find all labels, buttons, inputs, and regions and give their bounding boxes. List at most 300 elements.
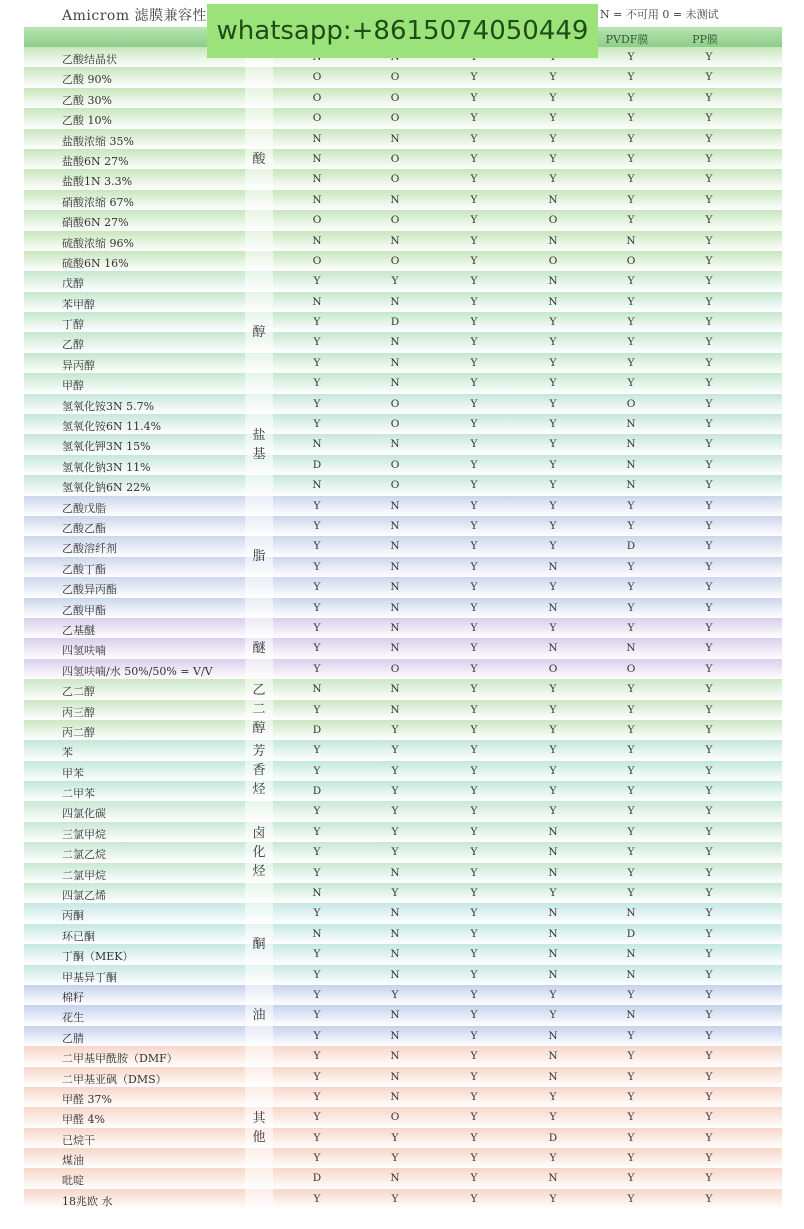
compat-value: N bbox=[548, 601, 558, 614]
chemical-name: 氢氧化钠3N 11% bbox=[62, 460, 151, 474]
category-char: 二 bbox=[252, 702, 266, 718]
compat-value: N bbox=[548, 825, 558, 838]
compat-value: Y bbox=[313, 581, 321, 594]
chemical-name: 苯 bbox=[62, 746, 73, 760]
category-column-cell bbox=[245, 801, 273, 821]
chemical-name: 四氯乙烯 bbox=[62, 889, 106, 903]
compat-value: N bbox=[390, 1029, 400, 1042]
compat-value: Y bbox=[470, 927, 478, 940]
category-column-cell bbox=[245, 1189, 273, 1209]
compat-value: Y bbox=[627, 499, 635, 512]
compat-value: Y bbox=[549, 1111, 557, 1124]
category-label bbox=[245, 824, 273, 881]
compat-value: N bbox=[390, 621, 400, 634]
compat-value: N bbox=[548, 907, 558, 920]
category-label bbox=[245, 935, 273, 954]
compat-value: N bbox=[390, 703, 400, 716]
compat-value: N bbox=[548, 560, 558, 573]
chemical-name: 异丙醇 bbox=[62, 358, 95, 372]
compat-value: Y bbox=[470, 275, 478, 288]
compat-value: Y bbox=[470, 887, 478, 900]
category-char: 醇 bbox=[252, 324, 266, 340]
compat-value: Y bbox=[549, 1192, 557, 1205]
chemical-name: 花生 bbox=[62, 1011, 84, 1025]
compat-value: Y bbox=[705, 275, 713, 288]
compat-value: O bbox=[390, 397, 400, 410]
compat-value: O bbox=[390, 254, 400, 267]
group-4 bbox=[24, 618, 782, 679]
compat-value: N bbox=[626, 968, 636, 981]
compat-value: Y bbox=[470, 1131, 478, 1144]
chemical-name: 硝酸浓缩 67% bbox=[62, 195, 134, 209]
category-column-cell bbox=[245, 659, 273, 679]
group-6 bbox=[24, 740, 782, 801]
compat-value: N bbox=[548, 295, 558, 308]
compat-value: Y bbox=[313, 1009, 321, 1022]
group-9 bbox=[24, 985, 782, 1046]
compat-value: Y bbox=[549, 805, 557, 818]
compat-value: O bbox=[390, 173, 400, 186]
compat-value: N bbox=[312, 152, 322, 165]
compat-value: Y bbox=[470, 1192, 478, 1205]
chemical-name: 硫酸浓缩 96% bbox=[62, 236, 134, 250]
chemical-name: 丙三醇 bbox=[62, 705, 95, 719]
compat-value: Y bbox=[391, 1131, 399, 1144]
compat-value: Y bbox=[627, 295, 635, 308]
compat-value: Y bbox=[627, 683, 635, 696]
compat-value: Y bbox=[705, 254, 713, 267]
group-3 bbox=[24, 496, 782, 618]
compat-value: Y bbox=[313, 662, 321, 675]
category-column-cell bbox=[245, 1148, 273, 1168]
table-row bbox=[24, 129, 782, 149]
table-row bbox=[24, 638, 782, 658]
category-column-cell bbox=[245, 251, 273, 271]
compat-value: Y bbox=[391, 744, 399, 757]
compat-value: Y bbox=[549, 438, 557, 451]
compat-value: Y bbox=[705, 1172, 713, 1185]
compat-value: Y bbox=[705, 683, 713, 696]
compat-value: Y bbox=[705, 907, 713, 920]
compat-value: Y bbox=[705, 173, 713, 186]
table-row bbox=[24, 740, 782, 760]
table-title: Amicrom 滤膜兼容性 bbox=[62, 8, 208, 24]
compat-value: Y bbox=[470, 1111, 478, 1124]
compat-value: Y bbox=[627, 1152, 635, 1165]
compat-value: Y bbox=[470, 764, 478, 777]
compat-value: Y bbox=[470, 581, 478, 594]
category-column-cell bbox=[245, 903, 273, 923]
compat-value: Y bbox=[549, 418, 557, 431]
compat-value: Y bbox=[549, 132, 557, 145]
table-row bbox=[24, 1189, 782, 1209]
compat-value: Y bbox=[470, 1029, 478, 1042]
category-char: 卤 bbox=[252, 825, 266, 841]
compat-value: Y bbox=[627, 336, 635, 349]
compat-value: N bbox=[390, 927, 400, 940]
compat-value: Y bbox=[627, 214, 635, 227]
compat-value: Y bbox=[313, 621, 321, 634]
compat-value: N bbox=[626, 479, 636, 492]
chemical-name: 三氯甲烷 bbox=[62, 827, 106, 841]
category-column-cell bbox=[245, 108, 273, 128]
chemical-name: 苯甲醇 bbox=[62, 297, 95, 311]
chemical-name: 盐酸6N 27% bbox=[62, 154, 129, 168]
table-row bbox=[24, 659, 782, 679]
compat-value: Y bbox=[313, 601, 321, 614]
compat-value: Y bbox=[549, 621, 557, 634]
compat-value: N bbox=[312, 438, 322, 451]
compat-value: Y bbox=[313, 846, 321, 859]
table-row bbox=[24, 516, 782, 536]
compat-value: N bbox=[548, 275, 558, 288]
compat-value: Y bbox=[391, 825, 399, 838]
table-body bbox=[24, 47, 782, 1209]
category-char: 香 bbox=[252, 763, 266, 779]
compat-value: Y bbox=[391, 764, 399, 777]
compat-value: O bbox=[548, 662, 558, 675]
chemical-name: 乙酸丁酯 bbox=[62, 562, 106, 576]
compat-value: Y bbox=[470, 479, 478, 492]
chemical-name: 乙腈 bbox=[62, 1031, 84, 1045]
compat-value: Y bbox=[391, 785, 399, 798]
compat-value: N bbox=[390, 601, 400, 614]
compat-value: Y bbox=[627, 887, 635, 900]
compat-value: Y bbox=[627, 112, 635, 125]
compat-value: N bbox=[390, 968, 400, 981]
category-char: 烃 bbox=[252, 863, 266, 879]
chemical-name: 二甲苯 bbox=[62, 787, 95, 801]
compat-value: Y bbox=[705, 988, 713, 1001]
chemical-name: 氢氧化铵3N 5.7% bbox=[62, 399, 155, 413]
compat-value: Y bbox=[313, 1029, 321, 1042]
compat-value: Y bbox=[313, 540, 321, 553]
compat-value: Y bbox=[391, 988, 399, 1001]
category-label bbox=[245, 742, 273, 799]
compat-value: N bbox=[390, 642, 400, 655]
chemical-name: 乙二醇 bbox=[62, 685, 95, 699]
compat-value: Y bbox=[549, 540, 557, 553]
compat-value: N bbox=[312, 173, 322, 186]
category-column-cell bbox=[245, 292, 273, 312]
compat-value: O bbox=[312, 254, 322, 267]
compat-value: Y bbox=[627, 805, 635, 818]
compat-value: Y bbox=[705, 703, 713, 716]
category-char: 其 bbox=[252, 1110, 266, 1126]
compat-value: O bbox=[390, 458, 400, 471]
compat-value: Y bbox=[627, 193, 635, 206]
compat-value: Y bbox=[627, 356, 635, 369]
chemical-name: 硝酸6N 27% bbox=[62, 216, 129, 230]
category-column-cell bbox=[245, 985, 273, 1005]
compat-value: Y bbox=[705, 560, 713, 573]
chemical-name: 二氯甲烷 bbox=[62, 868, 106, 882]
category-column-cell bbox=[245, 598, 273, 618]
table-row bbox=[24, 944, 782, 964]
compat-value: N bbox=[390, 907, 400, 920]
table-row bbox=[24, 455, 782, 475]
compat-value: Y bbox=[705, 1131, 713, 1144]
header-pp: PP膜 bbox=[692, 33, 718, 46]
category-column-cell bbox=[245, 475, 273, 495]
compat-value: Y bbox=[313, 336, 321, 349]
compat-value: Y bbox=[470, 193, 478, 206]
compat-value: N bbox=[390, 132, 400, 145]
category-label bbox=[245, 1006, 273, 1025]
chemical-name: 氢氧化钾3N 15% bbox=[62, 440, 151, 454]
compat-value: O bbox=[626, 254, 636, 267]
category-char: 芳 bbox=[252, 744, 266, 760]
table-row bbox=[24, 842, 782, 862]
chemical-name: 煤油 bbox=[62, 1154, 84, 1168]
compat-value: Y bbox=[549, 764, 557, 777]
compat-value: Y bbox=[470, 601, 478, 614]
chemical-name: 甲苯 bbox=[62, 766, 84, 780]
table-row bbox=[24, 210, 782, 230]
compat-value: Y bbox=[470, 499, 478, 512]
table-row bbox=[24, 883, 782, 903]
compat-value: N bbox=[626, 1009, 636, 1022]
compat-value: N bbox=[626, 438, 636, 451]
compat-value: Y bbox=[627, 173, 635, 186]
table-row bbox=[24, 292, 782, 312]
compat-value: Y bbox=[470, 825, 478, 838]
compat-value: Y bbox=[627, 1172, 635, 1185]
chemical-name: 18兆欧 水 bbox=[62, 1194, 113, 1208]
chemical-name: 丁酮（MEK） bbox=[62, 950, 134, 964]
compat-value: Y bbox=[391, 887, 399, 900]
compatibility-table bbox=[24, 27, 782, 1209]
compat-value: Y bbox=[627, 275, 635, 288]
table-row bbox=[24, 434, 782, 454]
compat-value: D bbox=[312, 785, 322, 798]
chemical-name: 氢氧化钠6N 22% bbox=[62, 481, 151, 495]
group-2 bbox=[24, 394, 782, 496]
compat-value: Y bbox=[470, 132, 478, 145]
compat-value: Y bbox=[705, 927, 713, 940]
compat-value: Y bbox=[470, 744, 478, 757]
compat-value: Y bbox=[627, 1131, 635, 1144]
compat-value: Y bbox=[470, 112, 478, 125]
compat-value: Y bbox=[470, 152, 478, 165]
compat-value: Y bbox=[705, 234, 713, 247]
table-row bbox=[24, 1026, 782, 1046]
compat-value: N bbox=[548, 1172, 558, 1185]
compat-value: Y bbox=[627, 825, 635, 838]
table-row bbox=[24, 618, 782, 638]
category-label bbox=[245, 150, 273, 169]
table-row bbox=[24, 496, 782, 516]
table-row bbox=[24, 557, 782, 577]
table-row bbox=[24, 1168, 782, 1188]
compat-value: Y bbox=[549, 1090, 557, 1103]
compat-value: Y bbox=[470, 683, 478, 696]
compat-value: Y bbox=[391, 275, 399, 288]
table-row bbox=[24, 332, 782, 352]
compat-value: D bbox=[548, 1131, 558, 1144]
compat-value: Y bbox=[470, 91, 478, 104]
compat-value: Y bbox=[705, 152, 713, 165]
category-char: 他 bbox=[252, 1129, 266, 1145]
compat-value: N bbox=[626, 458, 636, 471]
compat-value: Y bbox=[470, 1152, 478, 1165]
table-row bbox=[24, 700, 782, 720]
compat-value: Y bbox=[313, 1192, 321, 1205]
table-row bbox=[24, 231, 782, 251]
compat-value: Y bbox=[705, 1070, 713, 1083]
compat-value: N bbox=[390, 948, 400, 961]
compat-value: Y bbox=[313, 377, 321, 390]
compat-value: Y bbox=[470, 438, 478, 451]
category-label bbox=[245, 639, 273, 658]
compat-value: N bbox=[548, 193, 558, 206]
compat-value: Y bbox=[391, 1192, 399, 1205]
chemical-name: 丙二醇 bbox=[62, 725, 95, 739]
chemical-name: 甲基异丁酮 bbox=[62, 970, 117, 984]
compat-value: N bbox=[390, 438, 400, 451]
compat-value: Y bbox=[705, 51, 713, 63]
compat-value: Y bbox=[313, 519, 321, 532]
chemical-name: 乙酸乙酯 bbox=[62, 521, 106, 535]
compat-value: Y bbox=[470, 234, 478, 247]
chemical-name: 吡啶 bbox=[62, 1174, 84, 1188]
compat-value: N bbox=[390, 1070, 400, 1083]
compat-value: N bbox=[390, 356, 400, 369]
compat-value: Y bbox=[705, 723, 713, 736]
table-row bbox=[24, 190, 782, 210]
category-column-cell bbox=[245, 1087, 273, 1107]
chemical-name: 甲醛 4% bbox=[62, 1113, 105, 1127]
header-pvdf: PVDF膜 bbox=[605, 33, 649, 46]
compat-value: Y bbox=[470, 71, 478, 84]
compat-value: Y bbox=[470, 988, 478, 1001]
compat-value: Y bbox=[470, 418, 478, 431]
chemical-name: 已烷干 bbox=[62, 1133, 95, 1147]
compat-value: Y bbox=[470, 458, 478, 471]
chemical-name: 四氢呋喃 bbox=[62, 644, 106, 658]
compat-value: N bbox=[390, 336, 400, 349]
table-row bbox=[24, 598, 782, 618]
compat-value: N bbox=[548, 968, 558, 981]
compat-value: Y bbox=[549, 479, 557, 492]
category-column-cell bbox=[245, 577, 273, 597]
category-label bbox=[245, 1109, 273, 1147]
compat-value: O bbox=[548, 254, 558, 267]
compat-value: Y bbox=[627, 1029, 635, 1042]
table-row bbox=[24, 1087, 782, 1107]
compat-value: N bbox=[626, 948, 636, 961]
compat-value: Y bbox=[470, 254, 478, 267]
category-label bbox=[245, 547, 273, 566]
category-column-cell bbox=[245, 965, 273, 985]
category-char: 基 bbox=[252, 446, 266, 462]
category-label bbox=[245, 426, 273, 464]
watermark: whatsapp:+8615074050449 bbox=[207, 4, 598, 58]
table-row bbox=[24, 108, 782, 128]
table-row bbox=[24, 1107, 782, 1127]
compat-value: Y bbox=[470, 560, 478, 573]
compat-value: Y bbox=[705, 1192, 713, 1205]
category-column-cell bbox=[245, 231, 273, 251]
compat-value: Y bbox=[705, 1050, 713, 1063]
chemical-name: 乙酸结晶状 bbox=[62, 53, 117, 66]
compat-value: Y bbox=[313, 560, 321, 573]
compat-value: N bbox=[312, 234, 322, 247]
compat-value: Y bbox=[549, 723, 557, 736]
category-column-cell bbox=[245, 67, 273, 87]
compat-value: Y bbox=[549, 458, 557, 471]
compat-value: O bbox=[390, 662, 400, 675]
compat-value: Y bbox=[313, 1152, 321, 1165]
compat-value: Y bbox=[313, 703, 321, 716]
chemical-name: 乙酸甲酯 bbox=[62, 603, 106, 617]
compat-value: Y bbox=[549, 173, 557, 186]
compat-value: Y bbox=[470, 336, 478, 349]
compat-value: Y bbox=[705, 499, 713, 512]
compat-value: Y bbox=[627, 519, 635, 532]
table-row bbox=[24, 863, 782, 883]
compat-value: Y bbox=[627, 1090, 635, 1103]
compat-value: Y bbox=[627, 744, 635, 757]
compat-value: Y bbox=[549, 1152, 557, 1165]
compat-value: N bbox=[312, 683, 322, 696]
compat-value: Y bbox=[470, 948, 478, 961]
table-row bbox=[24, 414, 782, 434]
compat-value: N bbox=[390, 866, 400, 879]
compat-value: Y bbox=[470, 642, 478, 655]
chemical-name: 乙酸异丙酯 bbox=[62, 583, 117, 597]
compat-value: Y bbox=[470, 703, 478, 716]
table-row bbox=[24, 251, 782, 271]
compat-value: Y bbox=[549, 71, 557, 84]
chemical-name: 环已酮 bbox=[62, 929, 95, 943]
compat-value: N bbox=[548, 642, 558, 655]
table-row bbox=[24, 903, 782, 923]
compat-value: Y bbox=[705, 968, 713, 981]
compat-value: O bbox=[390, 1111, 400, 1124]
compat-value: O bbox=[390, 214, 400, 227]
compat-value: O bbox=[312, 214, 322, 227]
category-column-cell bbox=[245, 190, 273, 210]
group-5 bbox=[24, 679, 782, 740]
compat-value: D bbox=[312, 1172, 322, 1185]
compat-value: N bbox=[390, 234, 400, 247]
compat-value: O bbox=[626, 397, 636, 410]
compat-value: Y bbox=[549, 581, 557, 594]
chemical-name: 盐酸1N 3.3% bbox=[62, 175, 133, 189]
table-row bbox=[24, 353, 782, 373]
chemical-name: 棉籽 bbox=[62, 990, 84, 1004]
compat-value: O bbox=[390, 112, 400, 125]
group-8 bbox=[24, 903, 782, 985]
compat-value: Y bbox=[627, 1070, 635, 1083]
compat-value: Y bbox=[313, 948, 321, 961]
compat-value: Y bbox=[470, 805, 478, 818]
table-row bbox=[24, 1067, 782, 1087]
compat-value: Y bbox=[705, 1111, 713, 1124]
chemical-name: 硫酸6N 16% bbox=[62, 256, 129, 270]
compat-value: Y bbox=[470, 519, 478, 532]
compat-value: Y bbox=[627, 316, 635, 329]
compat-value: Y bbox=[705, 397, 713, 410]
compat-value: Y bbox=[470, 1172, 478, 1185]
compat-value: Y bbox=[705, 825, 713, 838]
compat-value: Y bbox=[705, 91, 713, 104]
compat-value: Y bbox=[627, 152, 635, 165]
chemical-name: 乙酸 10% bbox=[62, 114, 112, 128]
compat-value: Y bbox=[549, 152, 557, 165]
chemical-name: 乙酸戊脂 bbox=[62, 501, 106, 515]
